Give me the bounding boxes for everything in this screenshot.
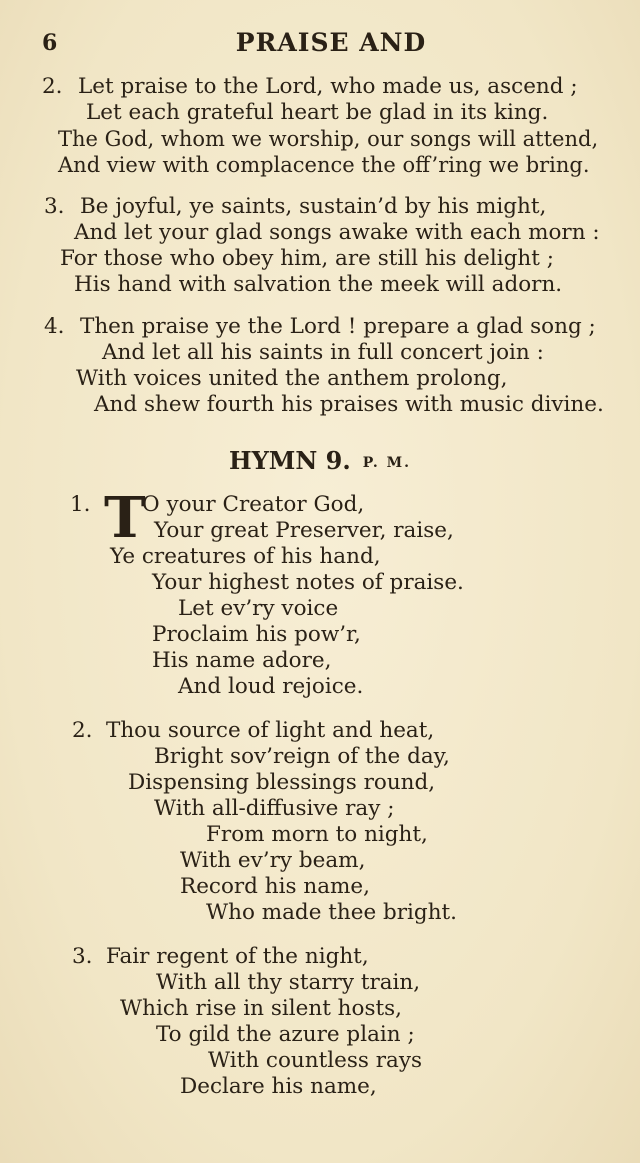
verse-line: Your highest notes of praise. (152, 570, 464, 595)
verse-line: Your great Preserver, raise, (154, 518, 454, 543)
verse-line: Let ev’ry voice (178, 596, 339, 621)
verse-line: And shew fourth his praises with music divine. (94, 392, 604, 417)
verse-line: Who made thee bright. (206, 900, 458, 925)
verse-line: With voices united the anthem prolong, (76, 366, 508, 391)
verse-line: And let your glad songs awake with each morn : (74, 220, 600, 245)
verse-line: To gild the azure plain ; (156, 1022, 415, 1047)
stanza-number: 2. (42, 74, 63, 99)
verse-line: Fair regent of the night, (106, 944, 369, 969)
verse-line: With all-diffusive ray ; (154, 796, 395, 821)
stanza-number: 2. (72, 718, 93, 743)
stanza-number: 1. (70, 492, 91, 517)
hymn-title (0, 446, 640, 475)
verse-line: Record his name, (180, 874, 370, 899)
running-head: PRAISE AND (235, 28, 427, 57)
verse-line: His name adore, (152, 648, 332, 673)
verse-line: Which rise in silent hosts, (120, 996, 403, 1021)
verse-line: Thou source of light and heat, (106, 718, 435, 743)
verse-line: And view with complacence the off’ring we bring. (58, 153, 590, 177)
stanza-number: 3. (72, 944, 93, 969)
verse-line: Be joyful, ye saints, sustain’d by his might, (80, 194, 547, 219)
page-number: 6 (42, 30, 58, 56)
verse-line: For those who obey him, are still his delight ; (60, 246, 554, 271)
hymn-meter: P. M. (362, 455, 412, 471)
verse-line: O your Creator God, (142, 492, 365, 517)
verse-line: With all thy starry train, (156, 970, 421, 995)
verse-line: Then praise ye the Lord ! prepare a glad song ; (80, 314, 596, 339)
verse-line: From morn to night, (206, 822, 428, 847)
stanza-number: 4. (44, 314, 65, 339)
verse-line: His hand with salvation the meek will adorn. (74, 272, 563, 297)
verse-line: Declare his name, (180, 1074, 377, 1099)
verse-line: Dispensing blessings round, (128, 770, 436, 795)
verse-line: With countless rays (208, 1048, 423, 1073)
verse-line: Proclaim his pow’r, (152, 622, 361, 647)
verse-line: With ev’ry beam, (180, 848, 366, 873)
verse-line: And loud rejoice. (178, 674, 364, 699)
verse-line: Ye creatures of his hand, (110, 544, 381, 569)
verse-line: Bright sov’reign of the day, (154, 744, 450, 769)
verse-line: Let praise to the Lord, who made us, ascend ; (78, 74, 578, 99)
drop-cap: T (104, 485, 146, 551)
verse-line: And let all his saints in full concert join : (102, 340, 544, 365)
hymn-title-text: HYMN 9. (228, 446, 351, 475)
verse-line: The God, whom we worship, our songs will attend, (58, 127, 599, 151)
stanza-number: 3. (44, 194, 65, 219)
verse-line: Let each grateful heart be glad in its king. (86, 100, 549, 125)
